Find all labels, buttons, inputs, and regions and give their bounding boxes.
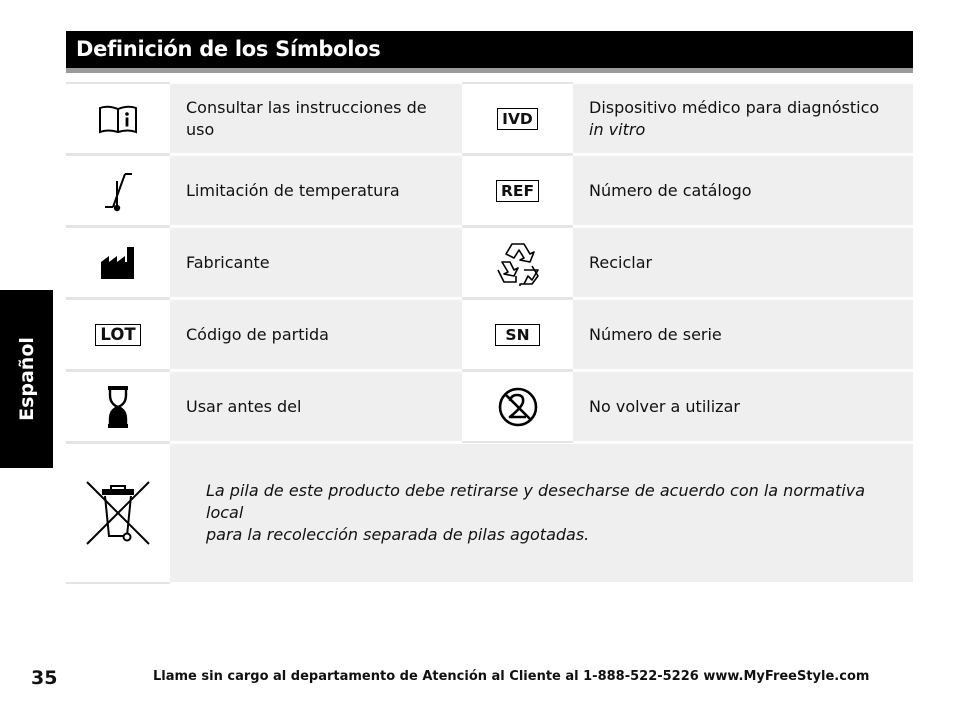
crossed-out-bin-icon	[66, 442, 170, 584]
language-tab-label: Español	[15, 337, 38, 421]
symbol-description: Número de serie	[573, 300, 913, 369]
page-title: Definición de los Símbolos	[76, 37, 381, 61]
lot-label-icon: LOT	[66, 298, 170, 371]
symbol-description: Reciclar	[573, 228, 913, 297]
symbol-description: Consultar las instrucciones de uso	[170, 84, 462, 153]
recycle-icon	[462, 226, 573, 299]
symbol-description: Número de catálogo	[573, 156, 913, 225]
symbol-description: Código de partida	[170, 300, 462, 369]
section-header	[66, 31, 913, 73]
hourglass-icon	[66, 370, 170, 443]
symbol-description: Fabricante	[170, 228, 462, 297]
symbol-description: No volver a utilizar	[573, 372, 913, 441]
ref-label-icon: REF	[462, 154, 573, 227]
symbol-description: Limitación de temperatura	[170, 156, 462, 225]
symbol-description: Dispositivo médico para diagnóstico in vitro	[573, 84, 913, 153]
language-tab	[0, 290, 53, 468]
symbol-description: Usar antes del	[170, 372, 462, 441]
temperature-limit-icon	[66, 154, 170, 227]
instructions-book-icon	[66, 82, 170, 155]
factory-icon	[66, 226, 170, 299]
sn-label-icon: SN	[462, 298, 573, 371]
battery-disposal-note: La pila de este producto debe retirarse y desecharse de acuerdo con la normativa local para la recolección separada de pilas agotadas.	[170, 444, 913, 582]
do-not-reuse-icon	[462, 370, 573, 443]
footer-contact: Llame sin cargo al departamento de Atención al Cliente al 1-888-522-5226 www.MyFreeStyle.com	[153, 669, 870, 684]
ivd-label-icon: IVD	[462, 82, 573, 155]
page-number: 35	[31, 667, 58, 689]
